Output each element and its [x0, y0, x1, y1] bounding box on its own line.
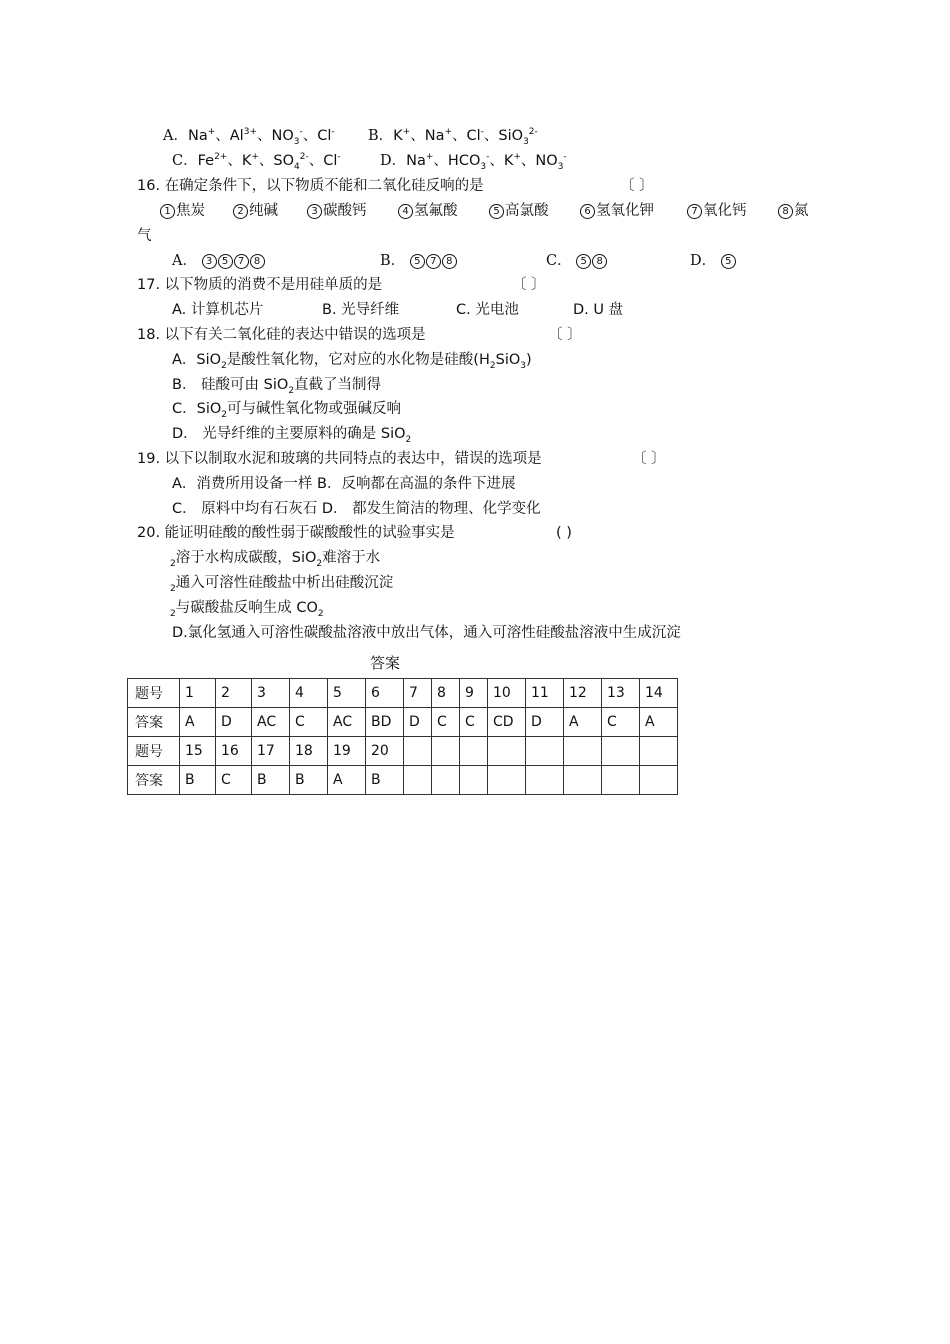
- row-label: 答案: [128, 766, 180, 795]
- table-cell: 6: [366, 679, 404, 708]
- table-cell: [404, 737, 432, 766]
- table-cell: A: [328, 766, 366, 795]
- circled-number: 5: [489, 204, 504, 219]
- q18-option-a: A．SiO$_2$是酸性氧化物，它对应的水化物是硅酸$(H_2SiO_3)$: [172, 352, 532, 371]
- table-cell: 7: [404, 679, 432, 708]
- q19-options-ab: A．消费所用设备一样 B．反响都在高温的条件下进展: [172, 476, 516, 492]
- table-cell: 20: [366, 737, 404, 766]
- table-cell: [564, 737, 602, 766]
- circled-number: 2: [233, 204, 248, 219]
- circled-number: 1: [160, 204, 175, 219]
- table-row: [128, 679, 678, 708]
- table-cell: C: [602, 708, 640, 737]
- q16-stem: 16. 在确定条件下，以下物质不能和二氧化硅反响的是: [137, 178, 484, 194]
- table-cell: [460, 766, 488, 795]
- q20-option-d: D.氯化氢通入可溶性碳酸盐溶液中放出气体，通入可溶性硅酸盐溶液中生成沉淀: [172, 625, 681, 641]
- table-cell: A: [640, 708, 678, 737]
- table-cell: B: [366, 766, 404, 795]
- q16-option-d: D． 5: [690, 250, 737, 272]
- table-cell: [432, 766, 460, 795]
- q17-option-d: D. U 盘: [573, 302, 624, 318]
- q20-option-b: $_2$通入可溶性硅酸盐中析出硅酸沉淀: [170, 575, 394, 594]
- table-cell: B: [290, 766, 328, 795]
- table-cell: 19: [328, 737, 366, 766]
- table-cell: 8: [432, 679, 460, 708]
- answers-title: 答案: [370, 654, 401, 672]
- q20-option-c: $_2$与碳酸盐反响生成 $CO_2$: [170, 600, 324, 619]
- q18-option-c: C．SiO$_2$可与碱性氧化物或强碱反响: [172, 401, 402, 420]
- table-cell: CD: [488, 708, 526, 737]
- circled-number: 6: [580, 204, 595, 219]
- table-cell: [488, 766, 526, 795]
- q20-bracket: ( ): [556, 525, 572, 541]
- circled-number: 3: [307, 204, 322, 219]
- table-cell: [432, 737, 460, 766]
- table-cell: B: [252, 766, 290, 795]
- row-label: 答案: [128, 708, 180, 737]
- q18-option-d: D． 光导纤维的主要原料的确是 SiO$_2$: [172, 426, 412, 445]
- table-cell: 9: [460, 679, 488, 708]
- q16-item-4: 4 氢氟酸: [398, 200, 458, 222]
- table-row: [128, 737, 678, 766]
- table-cell: [640, 737, 678, 766]
- table-cell: 11: [526, 679, 564, 708]
- table-cell: D: [216, 708, 252, 737]
- q16-option-a: A． 3 5 7 8: [172, 250, 266, 272]
- q16-item-8: 8 氮: [778, 200, 809, 222]
- circled-number: 7: [687, 204, 702, 219]
- table-cell: BD: [366, 708, 404, 737]
- table-cell: [602, 766, 640, 795]
- q16-option-c: C． 5 8: [546, 250, 608, 272]
- table-cell: 10: [488, 679, 526, 708]
- table-cell: [526, 766, 564, 795]
- q17-bracket: 〔 〕: [512, 277, 546, 293]
- table-cell: [640, 766, 678, 795]
- q16-item-7: 7 氧化钙: [687, 200, 747, 222]
- q16-item-3: 3 碳酸钙: [307, 200, 367, 222]
- q20-stem: 20. 能证明硅酸的酸性弱于碳酸酸性的试验事实是: [137, 525, 455, 541]
- table-cell: 17: [252, 737, 290, 766]
- table-cell: 3: [252, 679, 290, 708]
- table-cell: 2: [216, 679, 252, 708]
- q17-option-a: A. 计算机芯片: [172, 302, 264, 318]
- table-cell: 1: [180, 679, 216, 708]
- q15-option-b: B．K+、Na+、Cl-、SiO$_3^{2-}$: [368, 127, 538, 147]
- table-cell: 5: [328, 679, 366, 708]
- q17-stem: 17. 以下物质的消费不是用硅单质的是: [137, 277, 383, 293]
- circled-number: 8: [778, 204, 793, 219]
- q16-wrap-text: 气: [137, 228, 152, 244]
- q17-option-c: C. 光电池: [456, 302, 519, 318]
- q20-option-a: $_2$溶于水构成碳酸，SiO$_2$难溶于水: [170, 550, 381, 569]
- q16-option-b: B． 5 7 8: [380, 250, 458, 272]
- q16-item-5: 5 高氯酸: [489, 200, 549, 222]
- table-cell: B: [180, 766, 216, 795]
- table-cell: 16: [216, 737, 252, 766]
- q18-option-b: B． 硅酸可由 SiO$_2$直截了当制得: [172, 377, 382, 396]
- q19-bracket: 〔 〕: [632, 451, 666, 467]
- table-row: [128, 766, 678, 795]
- q16-item-1: 1 焦炭: [160, 200, 205, 222]
- q15-option-a: A．Na+、$Al^{3+}$、$NO_3^-$、Cl-: [163, 127, 335, 147]
- q16-bracket: 〔 〕: [620, 178, 654, 194]
- table-cell: [404, 766, 432, 795]
- circled-number: 4: [398, 204, 413, 219]
- table-cell: D: [404, 708, 432, 737]
- q17-option-b: B. 光导纤维: [322, 302, 400, 318]
- q15-option-d: D．Na+、$HCO_3^-$、K+、$NO_3^-$: [380, 152, 567, 172]
- table-cell: [526, 737, 564, 766]
- table-cell: C: [216, 766, 252, 795]
- table-cell: 15: [180, 737, 216, 766]
- table-cell: 14: [640, 679, 678, 708]
- answers-table: [127, 678, 678, 795]
- table-cell: 4: [290, 679, 328, 708]
- table-cell: AC: [252, 708, 290, 737]
- table-cell: [564, 766, 602, 795]
- table-cell: C: [432, 708, 460, 737]
- row-label: 题号: [128, 737, 180, 766]
- table-cell: A: [564, 708, 602, 737]
- table-cell: 12: [564, 679, 602, 708]
- table-cell: 18: [290, 737, 328, 766]
- table-cell: A: [180, 708, 216, 737]
- q18-bracket: 〔 〕: [548, 327, 582, 343]
- table-cell: C: [290, 708, 328, 737]
- table-cell: 13: [602, 679, 640, 708]
- table-cell: [460, 737, 488, 766]
- table-cell: [488, 737, 526, 766]
- q15-option-c: C．$Fe^{2+}$、K+、$SO_4^{2-}$、Cl-: [172, 152, 341, 172]
- table-cell: C: [460, 708, 488, 737]
- q19-stem: 19. 以下以制取水泥和玻璃的共同特点的表达中，错误的选项是: [137, 451, 542, 467]
- q16-item-6: 6 氢氧化钾: [580, 200, 654, 222]
- q18-stem: 18. 以下有关二氧化硅的表达中错误的选项是: [137, 327, 426, 343]
- row-label: 题号: [128, 679, 180, 708]
- table-row: [128, 708, 678, 737]
- table-cell: D: [526, 708, 564, 737]
- table-cell: AC: [328, 708, 366, 737]
- q16-item-2: 2 纯碱: [233, 200, 278, 222]
- table-cell: [602, 737, 640, 766]
- q19-options-cd: C． 原料中均有石灰石 D． 都发生简洁的物理、化学变化: [172, 501, 541, 517]
